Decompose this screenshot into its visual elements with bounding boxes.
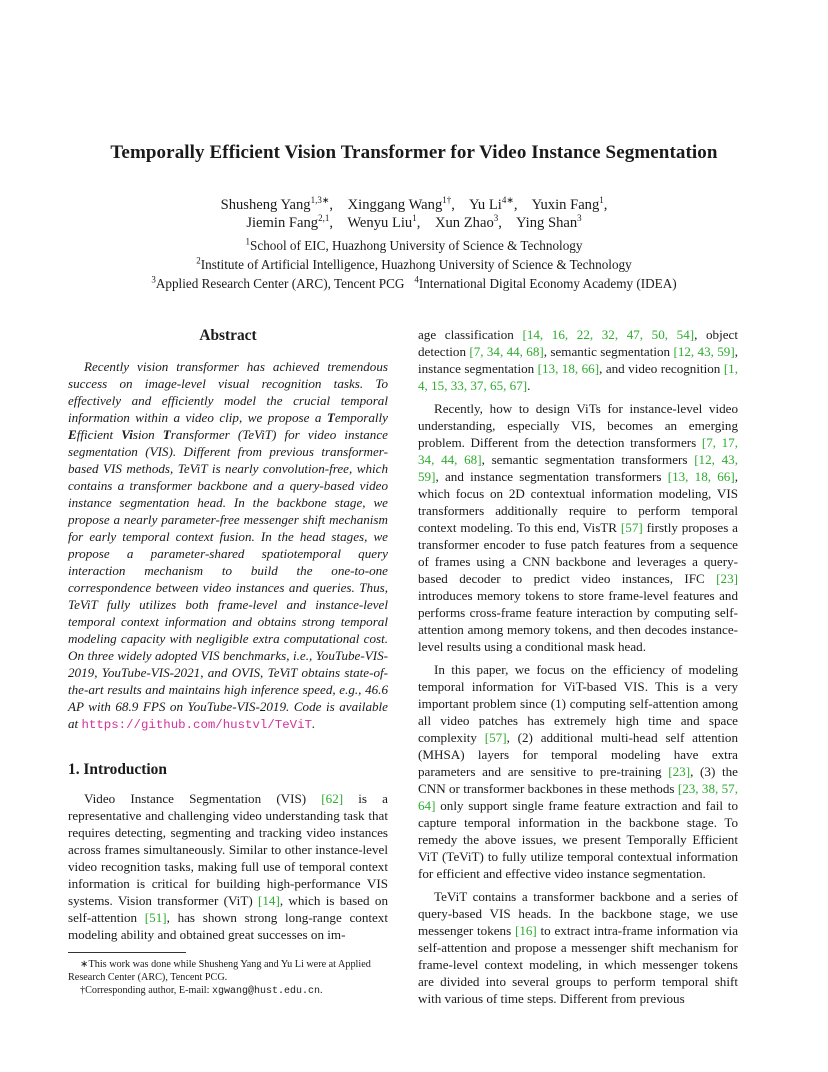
text-run: , which is based on self-attention [68,893,388,925]
citation-link[interactable]: [13, 18, 66] [537,361,600,376]
text-run: , and instance segmentation transformers [435,469,668,484]
abstract-run: emporally [334,410,388,425]
affil-sup: 3 [151,274,156,285]
abstract-run: ransformer (TeViT) for video instance segmentation (VIS). Different from previous transformer-based VIS methods, TeViT is nearly convolution-free, which contains a transformer backbone and a query-based video instance segmentation head. In the backbone stage, we propose a nearly parameter-free messenger shift mechanism for early temporal context fusion. In the head stages, we propose a parameter-shared spatiotemporal query interaction mechanism to build the one-to-one correspondence between video instances and queries. Thus, TeViT fully utilizes both frame-level and instance-level temporal context information and obtains strong temporal modeling capacity with negligible extra computational cost. On three widely adopted VIS benchmarks, i.e., YouTube-VIS-2019, YouTube-VIS-2021, and OVIS, TeViT obtains state-of-the-art results and maintains high inference speed, e.g., 46.6 AP with 68.9 FPS on YouTube-VIS-2019. Code is available at [68,427,388,731]
citation-link[interactable]: [14] [258,893,280,908]
abstract-heading: Abstract [199,327,257,344]
author-name: Shusheng Yang [220,197,311,213]
text-run: only support single frame feature extraction and fail to capture temporal information in the backbone stage. To remedy the above issues, we present Temporally Efficient ViT (TeViT) to fully utilize temporal contextual information for efficient and effective video instance segmentation. [418,798,738,881]
citation-link[interactable]: [57] [620,520,643,535]
citation-link[interactable]: [16] [514,923,537,938]
author-name: Jiemin Fang [246,215,319,231]
author-sup: 4∗ [501,195,514,206]
text-run: TeViT contains a transformer backbone and a series of query-based VIS heads. In the backbone stage, we use messenger tokens [418,889,738,938]
author-list [0,196,828,232]
footnote-2 [68,984,388,998]
abstract-bold: E [68,427,77,442]
affiliation-list [0,236,828,293]
intro-paragraph [68,790,388,943]
abstract-bold: Vi [121,427,133,442]
code-link[interactable]: https://github.com/hustvl/TeViT [81,718,312,732]
author-sup: 1,3∗ [310,195,330,206]
author-name: Ying Shan [515,215,578,231]
text-run: . [527,378,531,393]
author-sup: 1 [412,213,417,224]
author-sep: , [513,197,529,213]
paper-title: Temporally Efficient Vision Transformer for Video Instance Segmentation [110,142,718,163]
citation-link[interactable]: [51] [144,910,167,925]
body-paragraph [418,661,738,882]
footnote-1: ∗This work was done while Shusheng Yang and Yu Li were at Applied Research Center (ARC), Tencent PCG. [68,959,371,983]
affil-sup: 1 [245,236,250,247]
author-sup: 3 [493,213,499,224]
email-address: xgwang@hust.edu.cn [212,986,321,997]
citation-link[interactable]: [13, 18, 66] [667,469,735,484]
text-run: , instance segmentation [418,344,738,376]
text-run: , (3) the CNN or transformer backbones in these methods [418,764,738,796]
citation-link[interactable]: [7, 34, 44, 68] [469,344,544,359]
author-name: Yuxin Fang [531,197,600,213]
text-run: Recently, how to design ViTs for instance-level video understanding, especially VIS, becomes an emerging problem. Different from the detection transformers [418,401,738,450]
abstract-bold: T [326,410,335,425]
author-sep: , [451,197,466,213]
citation-link[interactable]: [1, 4, 15, 33, 37, 65, 67] [418,361,738,393]
body-paragraph [418,400,738,655]
citation-link[interactable]: [23] [716,571,738,586]
affiliation-3-4 [0,274,828,293]
citation-link[interactable]: [23, 38, 57, 64] [418,781,738,813]
text-run: , object detection [418,327,738,359]
abstract-run: fficient [76,427,122,442]
author-line-1 [0,196,828,214]
citation-link[interactable]: [62] [321,791,344,806]
affiliation-2 [0,255,828,274]
author-sup: 3 [577,213,582,224]
author-name: Yu Li [468,197,502,213]
citation-link[interactable]: [14, 16, 22, 32, 47, 50, 54] [522,327,695,342]
text-run: . [320,985,323,996]
affil-sup: 4 [414,274,419,285]
text-run: , has shown strong long-range context modeling ability and obtained great successes on im- [68,910,388,942]
text-run: †Corresponding author, E-mail: [80,985,213,996]
author-sup: 1† [442,195,452,206]
affil-text: Institute of Artificial Intelligence, Huazhong University of Science & Technology [200,257,632,272]
right-column [418,326,738,1013]
text-run: , (2) additional multi-head self attention (MHSA) layers for temporal modeling have extra parameters and are sensitive to pre-training [418,730,738,779]
text-run: Video Instance Segmentation (VIS) [84,791,322,806]
abstract-bold: T [162,427,171,442]
text-run: introduces memory tokens to store frame-level features and performs cross-frame feature interaction by computing self-attention among memory tokens, and then decodes instance-level results using a conditional mask head. [418,588,738,654]
author-sep: , [329,215,344,231]
affil-sup: 2 [196,255,201,266]
author-sup: 2,1 [318,213,330,224]
intro-heading: 1. Introduction [68,761,167,778]
citation-link[interactable]: [12, 43, 59] [418,452,738,484]
text-run: age classification [418,327,523,342]
author-name: Wenyu Liu [347,215,413,231]
citation-link[interactable]: [23] [668,764,691,779]
affil-text: International Digital Economy Academy (IDEA) [418,276,677,291]
body-paragraph [418,326,738,394]
abstract-run: . [311,716,316,731]
citation-link[interactable]: [12, 43, 59] [673,344,735,359]
author-sep: , [416,215,432,231]
left-column [68,326,388,998]
text-run: , which focus on 2D contextual information modeling, VIS transformers additionally require to perform temporal context modeling. To this end, VisTR [418,469,738,535]
abstract-text [68,358,388,734]
abstract-run: sion [132,427,163,442]
text-run: firstly proposes a transformer encoder to fuse patch features from a sequence of frames using a CNN backbone and leverages a query-based decoder to predict video instances, IFC [418,520,738,586]
body-paragraph [418,888,738,1007]
author-line-2 [0,214,828,232]
text-run: , semantic segmentation transformers [481,452,695,467]
text-run: In this paper, we focus on the efficiency of modeling temporal information for ViT-based VIS. This is a very important problem since (1) computing self-attention among all video patches has extremely high time and space complexity [418,662,738,745]
author-sep: , [498,215,513,231]
author-sup: 1 [599,195,604,206]
affiliation-1 [0,236,828,255]
affil-text: School of EIC, Huazhong University of Science & Technology [250,238,583,253]
affil-text: Applied Research Center (ARC), Tencent PCG [155,276,405,291]
author-name: Xun Zhao [434,215,494,231]
text-run: , semantic segmentation [543,344,674,359]
footnote-rule [68,952,186,953]
author-sep: , [603,197,608,213]
text-run: is a representative and challenging video understanding task that requires detecting, segmenting and tracking video instances across frames simultaneously. Similar to other instance-level video recognition tasks, making full use of temporal context information is critical for building high-performance VIS systems. Vision transformer (ViT) [68,791,388,908]
citation-link[interactable]: [7, 17, 34, 44, 68] [418,435,739,467]
abstract-run: Recently vision transformer has achieved tremendous success on image-level visual recognition tasks. To effectively and efficiently model the crucial temporal information within a video clip, we propose a [68,359,388,425]
author-sep: , [329,197,344,213]
text-run: , and video recognition [599,361,724,376]
citation-link[interactable]: [57] [484,730,507,745]
author-name: Xinggang Wang [347,197,443,213]
text-run: to extract intra-frame information via self-attention and propose a messenger shift mechanism for frame-level context modeling, in which messenger tokens are divided into several groups to perform temporal shift with various of time steps. Different from previous [418,923,739,1006]
